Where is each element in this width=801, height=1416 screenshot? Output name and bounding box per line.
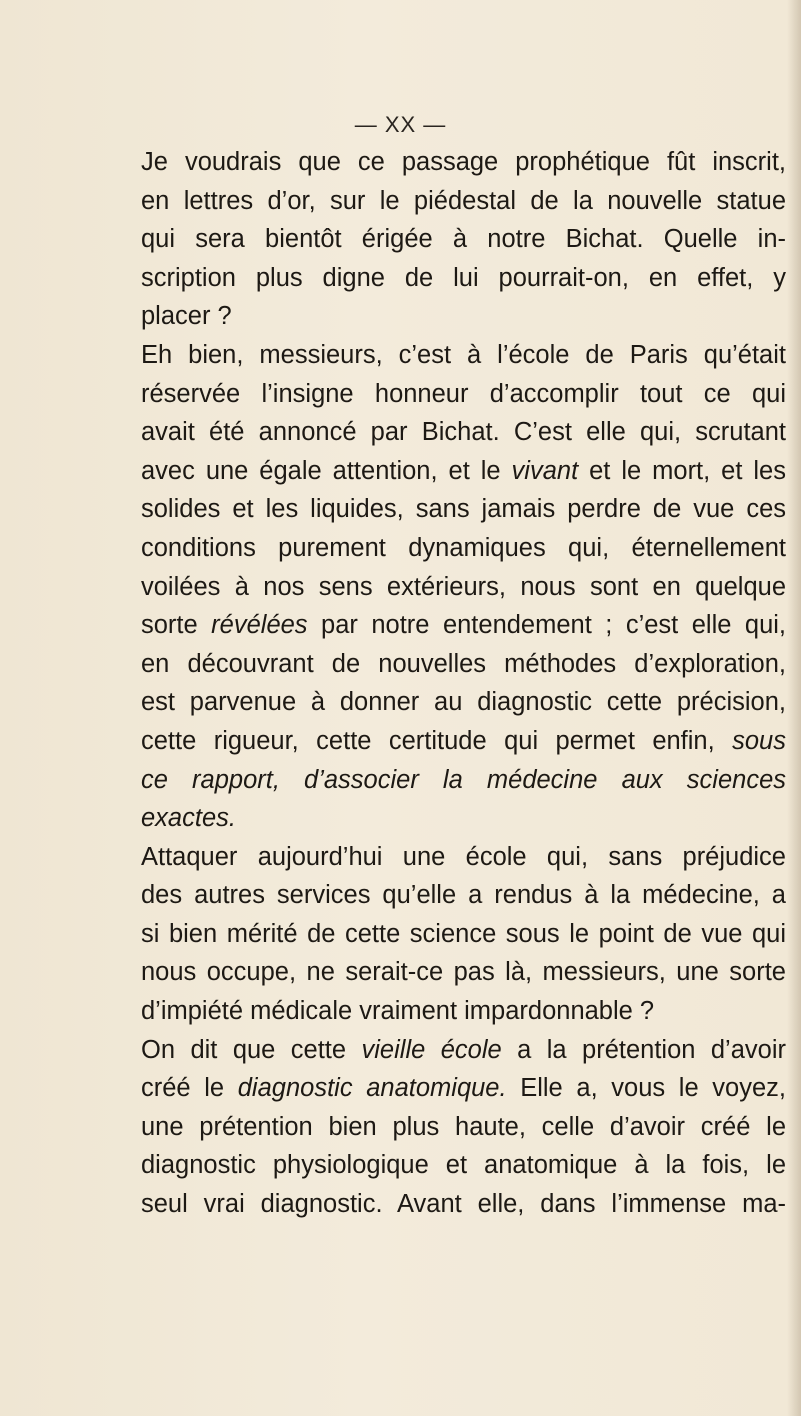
text-segment: sorte bbox=[141, 611, 212, 640]
text-line: voilées à nos sens extérieurs, nous sont en quelque bbox=[141, 572, 786, 601]
text-segment: Elle a, vous le voyez, bbox=[506, 1074, 786, 1103]
text-line bbox=[141, 452, 786, 491]
page-header: — XX — bbox=[354, 112, 447, 137]
text-line: seul vrai diagnostic. Avant elle, dans l’immense ma- bbox=[141, 1190, 786, 1219]
text-line bbox=[141, 606, 786, 645]
text-segment: créé le bbox=[141, 1074, 238, 1103]
text-segment: a la prétention d’avoir bbox=[501, 1035, 786, 1064]
text-line: avait été annoncé par Bichat. C’est elle qui, scrutant bbox=[141, 418, 786, 447]
text-line bbox=[141, 1031, 786, 1070]
text-segment: par notre entendement ; c’est elle qui, bbox=[307, 611, 786, 640]
italic-segment: vieille école bbox=[361, 1035, 502, 1064]
italic-segment: exactes. bbox=[141, 804, 236, 833]
italic-segment: ce rapport, d’associer la médecine aux sciences bbox=[141, 765, 786, 794]
text-segment: cette rigueur, cette certitude qui permet enfin, bbox=[141, 726, 733, 755]
text-line bbox=[141, 799, 786, 838]
text-line: conditions purement dynamiques qui, éternellement bbox=[141, 533, 786, 562]
text-line: scription plus digne de lui pourrait-on, en effet, y bbox=[141, 263, 786, 292]
italic-segment: révélées bbox=[211, 611, 308, 640]
text-line: réservée l’insigne honneur d’accomplir tout ce qui bbox=[141, 379, 786, 408]
body-text bbox=[141, 143, 786, 1224]
text-line: placer ? bbox=[141, 302, 232, 331]
text-line: d’impiété médicale vraiment impardonnable ? bbox=[141, 997, 655, 1026]
italic-segment: diagnostic anatomique. bbox=[237, 1074, 507, 1103]
italic-segment: sous bbox=[732, 726, 786, 755]
text-segment: et le mort, et les bbox=[578, 456, 786, 485]
text-line bbox=[141, 761, 786, 800]
italic-segment: vivant bbox=[511, 456, 579, 485]
text-line: Je voudrais que ce passage prophétique fût inscrit, bbox=[141, 148, 786, 176]
text-line bbox=[141, 722, 786, 761]
page-edge-shadow bbox=[787, 0, 801, 1416]
text-segment: avec une égale attention, et le bbox=[141, 456, 512, 485]
text-line: Attaquer aujourd’hui une école qui, sans préjudice bbox=[141, 842, 786, 871]
text-line: solides et les liquides, sans jamais perdre de vue ces bbox=[141, 495, 786, 524]
text-line: des autres services qu’elle a rendus à la médecine, a bbox=[141, 881, 786, 910]
text-line: diagnostic physiologique et anatomique à la fois, le bbox=[141, 1151, 786, 1180]
text-line: est parvenue à donner au diagnostic cette précision, bbox=[141, 688, 786, 717]
text-line: si bien mérité de cette science sous le point de vue qui bbox=[141, 919, 786, 948]
text-line: nous occupe, ne serait-ce pas là, messieurs, une sorte bbox=[141, 958, 786, 987]
text-line: en découvrant de nouvelles méthodes d’exploration, bbox=[141, 649, 786, 678]
text-line: qui sera bientôt érigée à notre Bichat. Quelle in- bbox=[141, 225, 786, 254]
text-segment: On dit que cette bbox=[141, 1035, 362, 1064]
text-line: Eh bien, messieurs, c’est à l’école de Paris qu’était bbox=[141, 340, 786, 369]
text-line bbox=[141, 1069, 786, 1108]
text-line: une prétention bien plus haute, celle d’avoir créé le bbox=[141, 1112, 786, 1141]
text-line: en lettres d’or, sur le piédestal de la nouvelle statue bbox=[141, 186, 786, 215]
